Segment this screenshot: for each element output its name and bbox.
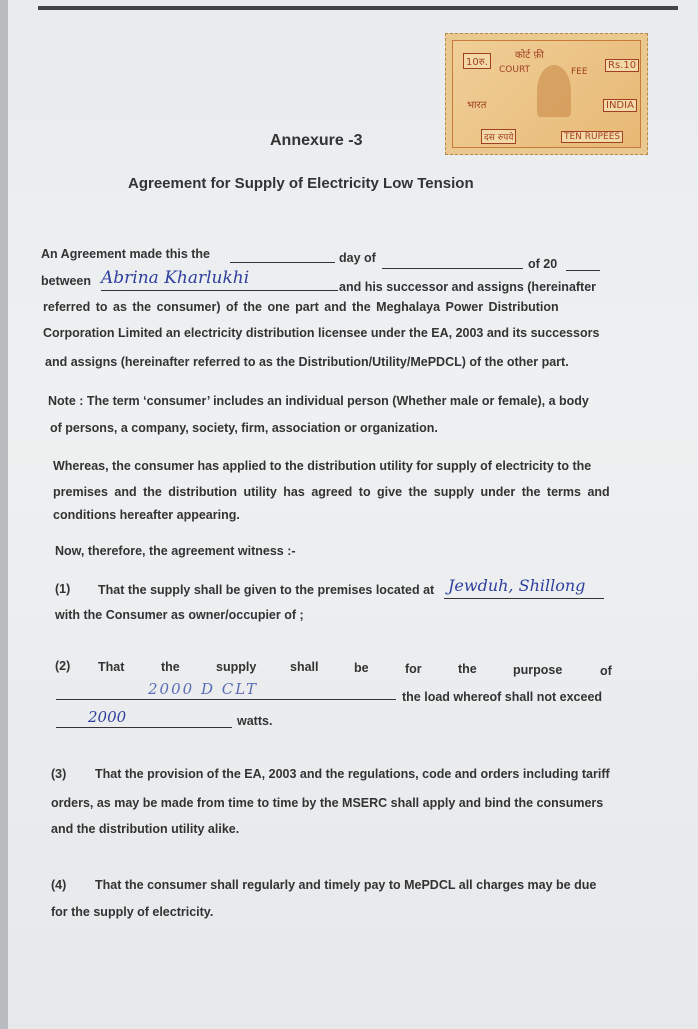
year-blank — [566, 270, 600, 271]
clause4-line2: for the supply of electricity. — [51, 905, 214, 919]
note-line2: of persons, a company, society, firm, association or organization. — [50, 421, 438, 435]
clause2-word: be — [354, 661, 369, 675]
consumer-name-handwritten: Abrina Kharlukhi — [101, 268, 250, 288]
day-blank — [230, 262, 335, 263]
document-page — [8, 0, 698, 1029]
note-line1: Note : The term ‘consumer’ includes an individual person (Whether male or female), a body — [48, 394, 589, 408]
top-border — [38, 6, 678, 10]
stamp-value-left: 10रु. — [463, 53, 491, 69]
clause4-line1: That the consumer shall regularly and timely pay to MePDCL all charges may be due — [95, 878, 597, 892]
clause2-word: purpose — [513, 663, 563, 677]
clause2-number: (2) — [55, 659, 71, 673]
clause2-watts: watts. — [237, 714, 273, 728]
clause2-load-text: the load whereof shall not exceed — [402, 690, 603, 704]
agreement-title: Agreement for Supply of Electricity Low Tension — [128, 175, 474, 192]
court-fee-stamp — [445, 33, 648, 155]
stamp-hindi-court-fee: कोर्ट फ़ी — [515, 50, 544, 61]
clause4-number: (4) — [51, 878, 67, 892]
whereas-line2: premises and the distribution utility has agreed to give the supply under the terms and — [53, 485, 610, 499]
clause3-line1: That the provision of the EA, 2003 and the regulations, code and orders including tariff — [95, 767, 610, 781]
stamp-frame — [452, 40, 641, 148]
clause2-word: supply — [216, 660, 257, 674]
stamp-das-rupaye: दस रुपये — [481, 129, 516, 144]
stamp-value-right: Rs.10 — [605, 59, 639, 72]
stamp-fee: FEE — [571, 67, 588, 77]
month-blank — [382, 268, 523, 269]
now-therefore: Now, therefore, the agreement witness :- — [55, 544, 296, 558]
intro-line5: and assigns (hereinafter referred to as the Distribution/Utility/MePDCL) of the other part. — [45, 355, 569, 369]
purpose-blank — [56, 699, 396, 700]
clause2-word: the — [458, 662, 477, 676]
stamp-ten-rupees: TEN RUPEES — [561, 131, 623, 143]
clause2-word: of — [600, 664, 612, 678]
intro-line4: Corporation Limited an electricity distribution licensee under the EA, 2003 and its successors — [43, 326, 600, 340]
intro-between: between — [41, 274, 92, 288]
clause1-line2: with the Consumer as owner/occupier of ; — [55, 608, 304, 622]
consumer-name-blank — [101, 290, 338, 291]
premises-location-handwritten: Jewduh, Shillong — [448, 576, 586, 595]
stamp-court: COURT — [499, 65, 531, 75]
annexure-heading: Annexure -3 — [270, 132, 363, 149]
load-handwritten: 2000 — [88, 708, 127, 726]
location-blank — [444, 598, 604, 599]
clause1-text: That the supply shall be given to the premises located at — [98, 583, 435, 597]
stamp-india: INDIA — [603, 99, 637, 112]
stamp-bharat: भारत — [467, 100, 487, 111]
whereas-line3: conditions hereafter appearing. — [53, 508, 240, 522]
clause3-number: (3) — [51, 767, 67, 781]
intro-day-of: day of — [339, 251, 376, 265]
intro-line3: referred to as the consumer) of the one part and the Meghalaya Power Distribution — [43, 300, 559, 314]
clause2-word: That — [98, 660, 125, 674]
clause2-word: for — [405, 662, 422, 676]
intro-made-this: An Agreement made this the — [41, 247, 211, 261]
load-blank — [56, 727, 232, 728]
intro-of-20: of 20 — [528, 257, 558, 271]
clause1-number: (1) — [55, 582, 71, 596]
purpose-handwritten: 2000 D CLT — [148, 680, 258, 698]
clause2-word: shall — [290, 660, 319, 674]
clause2-word: the — [161, 660, 180, 674]
clause3-line3: and the distribution utility alike. — [51, 822, 240, 836]
intro-successor: and his successor and assigns (hereinafter — [339, 280, 597, 294]
clause3-line2: orders, as may be made from time to time by the MSERC shall apply and bind the consumers — [51, 796, 604, 810]
whereas-line1: Whereas, the consumer has applied to the distribution utility for supply of electricity to the — [53, 459, 592, 473]
national-emblem-icon — [537, 65, 571, 117]
